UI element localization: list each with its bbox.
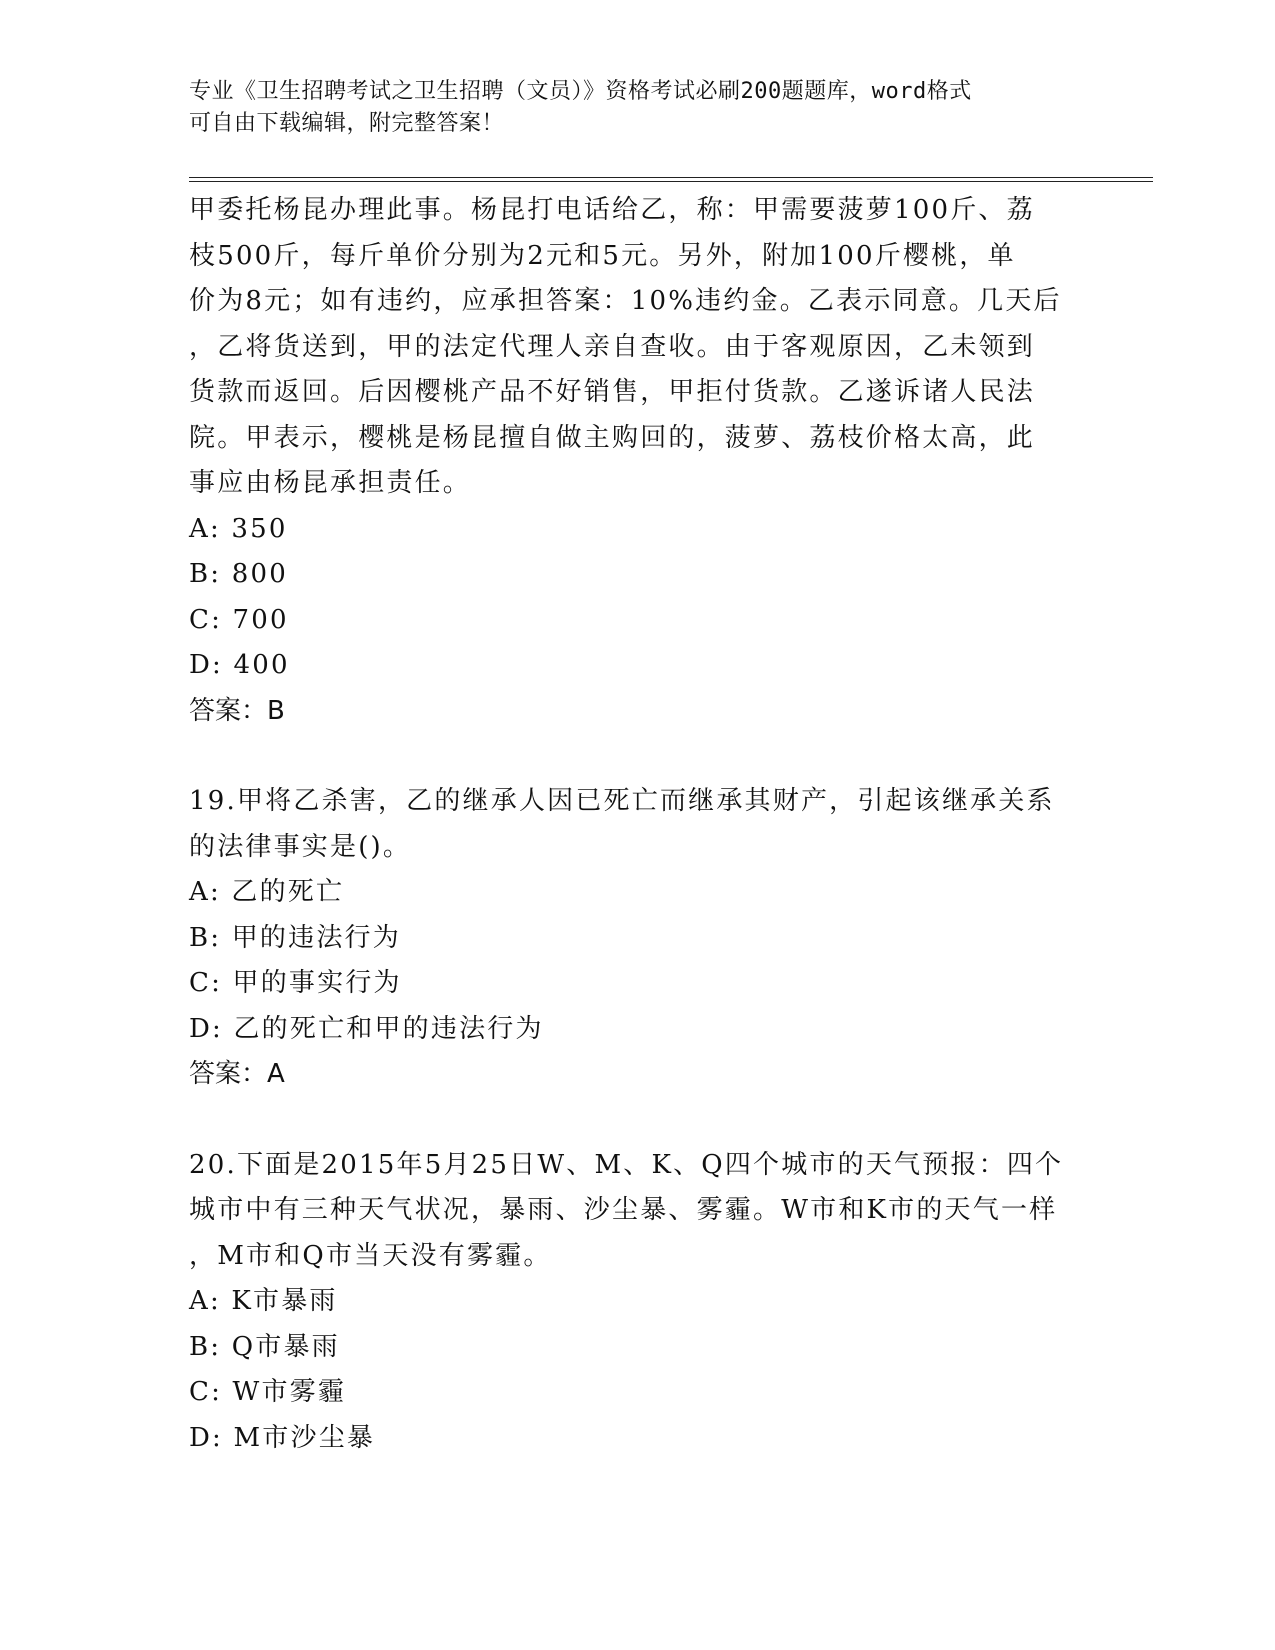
document-body [189, 188, 1089, 1461]
question-text-line: ，乙将货送到，甲的法定代理人亲自查收。由于客观原因，乙未领到 [189, 331, 1036, 362]
option-c: C: 700 [189, 604, 289, 635]
question-text-line: 价为8元；如有违约，应承担答案：10%违约金。乙表示同意。几天后 [189, 286, 1062, 316]
header-rule-top [189, 177, 1153, 178]
option-d: D: 乙的死亡和甲的违法行为 [189, 1013, 544, 1044]
question-18 [189, 188, 1089, 734]
option-a: A: 乙的死亡 [189, 877, 345, 907]
option-c: C: 甲的事实行为 [189, 968, 402, 998]
page-header [189, 76, 1089, 140]
option-d: D: M市沙尘暴 [189, 1422, 376, 1453]
question-text-line: 20.下面是2015年5月25日W、M、K、Q四个城市的天气预报：四个 [189, 1149, 1064, 1180]
question-text-line: ，M市和Q市当天没有雾霾。 [189, 1240, 552, 1271]
question-text-line: 货款而返回。后因樱桃产品不好销售，甲拒付货款。乙遂诉诸人民法 [189, 377, 1036, 407]
question-text-line: 城市中有三种天气状况，暴雨、沙尘暴、雾霾。W市和K市的天气一样 [189, 1195, 1058, 1225]
question-19 [189, 779, 1089, 1098]
question-20 [189, 1143, 1089, 1462]
option-c: C: W市雾霾 [189, 1377, 347, 1407]
question-text-line: 甲委托杨昆办理此事。杨昆打电话给乙，称：甲需要菠萝100斤、荔 [189, 195, 1035, 225]
option-b: B: 800 [189, 559, 288, 589]
header-rule-bottom [189, 181, 1153, 182]
option-b: B: Q市暴雨 [189, 1331, 340, 1362]
header-line-2: 可自由下载编辑，附完整答案！ [189, 111, 505, 136]
question-text-line: 19.甲将乙杀害，乙的继承人因已死亡而继承其财产，引起该继承关系 [189, 786, 1055, 816]
option-a: A: 350 [189, 513, 288, 544]
answer-line: 答案：A [189, 1059, 285, 1089]
question-text-line: 的法律事实是()。 [189, 831, 412, 862]
option-d: D: 400 [189, 650, 290, 680]
answer-line: 答案：B [189, 695, 285, 726]
header-line-1: 专业《卫生招聘考试之卫生招聘（文员）》资格考试必刷200题题库，word格式 [189, 79, 972, 104]
question-text-line: 枝500斤，每斤单价分别为2元和5元。另外，附加100斤樱桃，单 [189, 240, 1016, 271]
option-a: A: K市暴雨 [189, 1286, 338, 1316]
question-text-line: 事应由杨昆承担责任。 [189, 468, 472, 498]
option-b: B: 甲的违法行为 [189, 922, 401, 953]
question-text-line: 院。甲表示，樱桃是杨昆擅自做主购回的，菠萝、荔枝价格太高，此 [189, 422, 1036, 453]
